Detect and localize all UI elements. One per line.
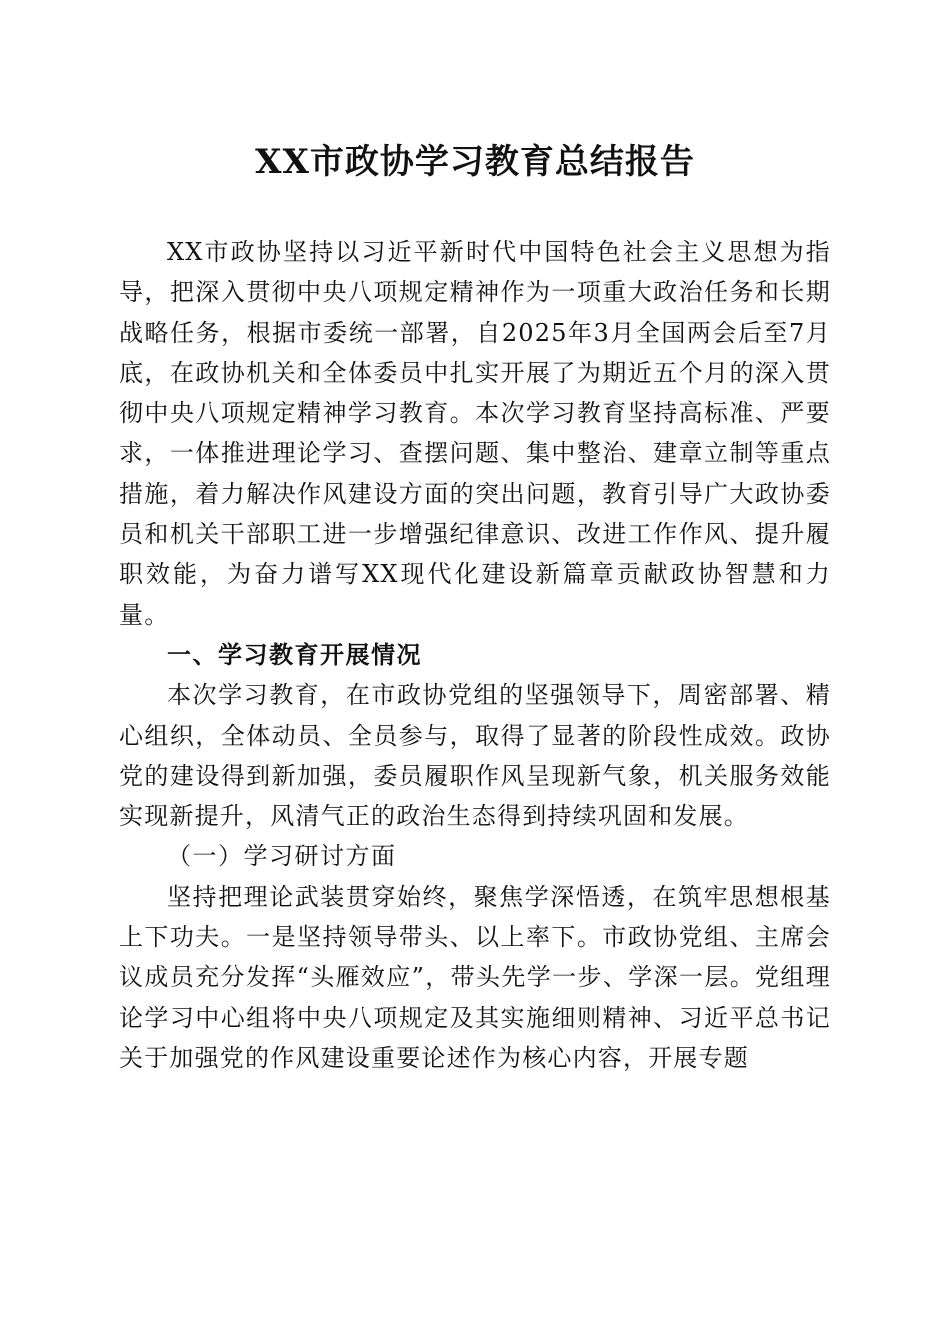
intro-paragraph: XX市政协坚持以习近平新时代中国特色社会主义思想为指导，把深入贯彻中央八项规定精神作为一项重大政治任务和长期战略任务，根据市委统一部署，自2025年3月全国两会后至7月底，在政协机关和全体委员中扎实开展了为期近五个月的深入贯彻中央八项规定精神学习教育。本次学习教育坚持高标准、严要求，一体推进理论学习、查摆问题、集中整治、建章立制等重点措施，着力解决作风建设方面的突出问题，教育引导广大政协委员和机关干部职工进一步增强纪律意识、改进工作作风、提升履职效能，为奋力谱写XX现代化建设新篇章贡献政协智慧和力量。 — [119, 238, 831, 629]
document-body — [119, 232, 831, 1078]
document-title: XX市政协学习教育总结报告 — [255, 142, 695, 182]
subsection-heading-1: （一）学习研讨方面 — [167, 842, 397, 871]
subsection-1-paragraph: 坚持把理论武装贯穿始终，聚焦学深悟透，在筑牢思想根基上下功夫。一是坚持领导带头、以上率下。市政协党组、主席会议成员充分发挥“头雁效应”，带头先学一步、学深一层。党组理论学习中心组将中央八项规定及其实施细则精神、习近平总书记关于加强党的作风建设重要论述作为核心内容，开展专题 — [119, 882, 831, 1072]
section-1-paragraph: 本次学习教育，在市政协党组的坚强领导下，周密部署、精心组织，全体动员、全员参与，取得了显著的阶段性成效。政协党的建设得到新加强，委员履职作风呈现新气象，机关服务效能实现新提升，风清气正的政治生态得到持续巩固和发展。 — [119, 681, 831, 831]
section-heading-1: 一、学习教育开展情况 — [167, 640, 422, 669]
